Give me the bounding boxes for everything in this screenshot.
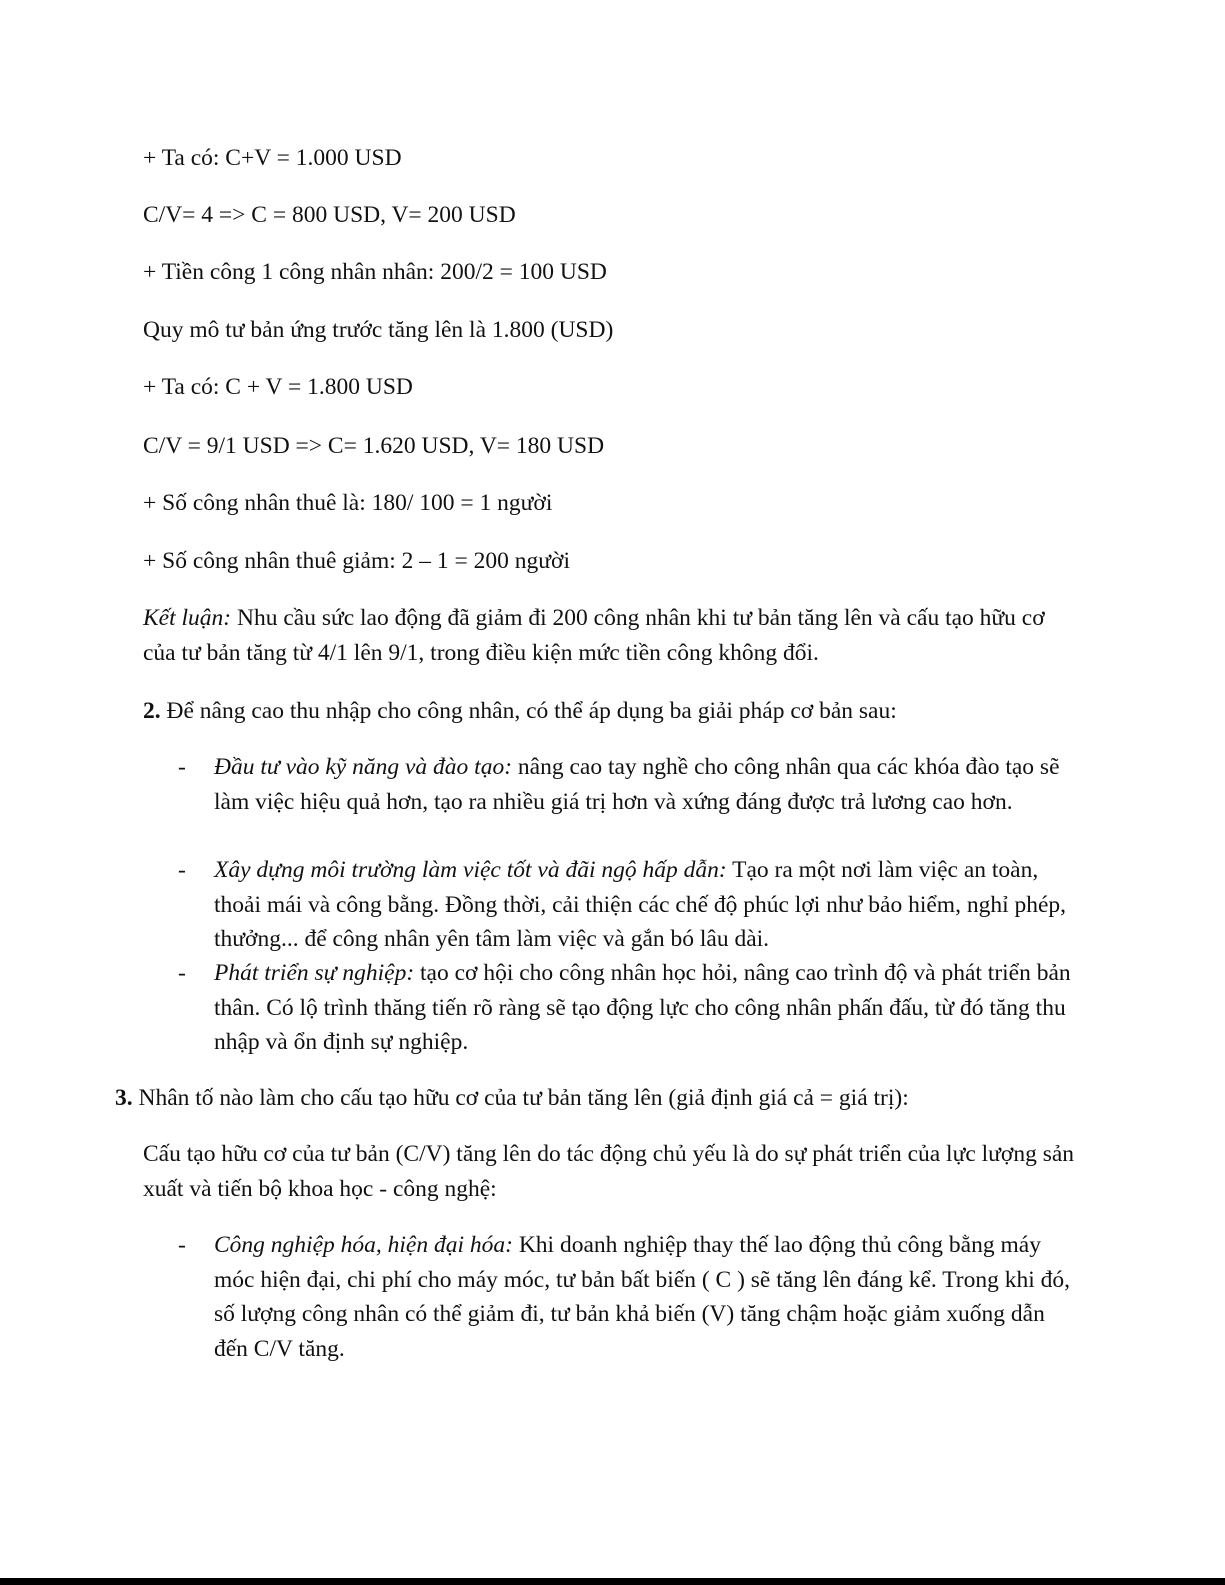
- bullet-label: Phát triển sự nghiệp:: [214, 960, 415, 986]
- bullet-dash: -: [178, 960, 186, 986]
- calc-line-7: + Số công nhân thuê là: 180/ 100 = 1 người: [143, 490, 553, 516]
- bullet-text: nâng cao tay nghề cho công nhân qua các khóa đào tạo sẽ làm việc hiệu quả hơn, tạo ra nhiều giá trị hơn và xứng đáng được trả lương cao hơn.: [214, 754, 1060, 815]
- section-2-number: 2.: [143, 698, 161, 724]
- bullet-dash: -: [178, 857, 186, 883]
- calc-line-6: C/V = 9/1 USD => C= 1.620 USD, V= 180 USD: [143, 433, 605, 459]
- calc-line-8: + Số công nhân thuê giảm: 2 – 1 = 200 người: [143, 548, 570, 574]
- calc-line-3: + Tiền công 1 công nhân nhân: 200/2 = 100 USD: [143, 259, 607, 285]
- calc-line-5: + Ta có: C + V = 1.800 USD: [143, 374, 413, 400]
- section-3-intro: Cấu tạo hữu cơ của tư bản (C/V) tăng lên do tác động chủ yếu là do sự phát triển của lực lượng sản xuất và tiến bộ khoa học - công nghệ:: [143, 1141, 1075, 1202]
- list-item: [214, 1228, 1084, 1366]
- bullet-label: Công nghiệp hóa, hiện đại hóa:: [214, 1232, 513, 1258]
- bullet-label: Xây dựng môi trường làm việc tốt và đãi ngộ hấp dẫn:: [214, 857, 727, 883]
- section-2-heading: [143, 697, 897, 725]
- conclusion-label: Kết luận:: [143, 605, 232, 631]
- bullet-dash: -: [178, 754, 186, 780]
- section-3-number: 3.: [115, 1085, 133, 1111]
- calc-line-1: + Ta có: C+V = 1.000 USD: [143, 145, 402, 171]
- bullet-text: Khi doanh nghiệp thay thế lao động thủ công bằng máy móc hiện đại, chi phí cho máy móc, tư bản bất biến ( C ) sẽ tăng lên đáng kể. Trong khi đó, số lượng công nhân có thể giảm đi, tư bản khả biến (V) tăng chậm hoặc giảm xuống dẫn đến C/V tăng.: [214, 1232, 1070, 1362]
- calc-line-2: C/V= 4 => C = 800 USD, V= 200 USD: [143, 202, 516, 228]
- conclusion-text: Nhu cầu sức lao động đã giảm đi 200 công nhân khi tư bản tăng lên và cấu tạo hữu cơ của tư bản tăng từ 4/1 lên 9/1, trong điều kiện mức tiền công không đổi.: [143, 605, 1045, 666]
- page-bottom-border: [0, 1578, 1225, 1585]
- conclusion-paragraph: [143, 601, 1083, 671]
- list-item: [214, 956, 1084, 1060]
- list-item: [214, 853, 1084, 957]
- section-2-text: Để nâng cao thu nhập cho công nhân, có thể áp dụng ba giải pháp cơ bản sau:: [160, 698, 897, 724]
- section-3-heading: [115, 1084, 909, 1112]
- section-3-text: Nhân tố nào làm cho cấu tạo hữu cơ của tư bản tăng lên (giả định giá cả = giá trị):: [132, 1085, 909, 1111]
- list-item: [214, 750, 1084, 819]
- bullet-label: Đầu tư vào kỹ năng và đào tạo:: [214, 754, 513, 780]
- bullet-text: tạo cơ hội cho công nhân học hỏi, nâng cao trình độ và phát triển bản thân. Có lộ trình thăng tiến rõ ràng sẽ tạo động lực cho công nhân phấn đấu, từ đó tăng thu nhập và ổn định sự nghiệp.: [214, 960, 1071, 1055]
- calc-line-4: Quy mô tư bản ứng trước tăng lên là 1.800 (USD): [143, 317, 614, 343]
- bullet-text: Tạo ra một nơi làm việc an toàn, thoải mái và công bằng. Đồng thời, cải thiện các chế độ phúc lợi như bảo hiểm, nghỉ phép, thưởng... để công nhân yên tâm làm việc và gắn bó lâu dài.: [214, 857, 1067, 952]
- bullet-dash: -: [178, 1232, 186, 1258]
